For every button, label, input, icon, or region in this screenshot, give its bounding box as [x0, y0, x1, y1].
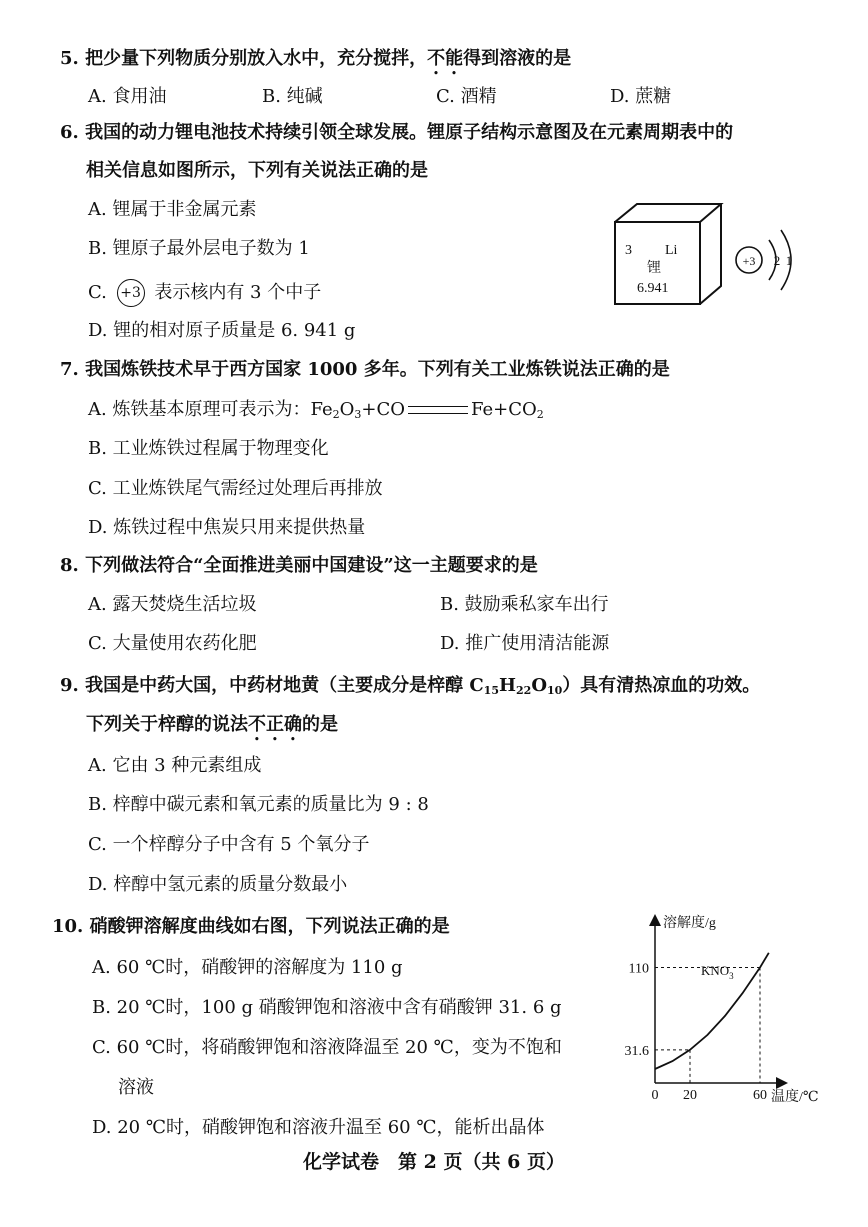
page-footer: 化学试卷 第 2 页（共 6 页）: [303, 1151, 565, 1173]
emphasis-text: 不正确: [248, 714, 302, 735]
shell-1-electrons: 2: [773, 253, 781, 268]
atomic-number: 3: [625, 243, 632, 258]
q9-option-a: A. 它由 3 种元素组成: [88, 755, 262, 776]
q9-option-d: D. 梓醇中氢元素的质量分数最小: [88, 874, 348, 895]
emphasis-text: 不能: [427, 48, 464, 69]
element-symbol: Li: [665, 243, 678, 258]
question-7-stem: 7. 我国炼铁技术早于西方国家 1000 多年。下列有关工业炼铁说法正确的是: [60, 359, 670, 380]
shell-2-electrons: 1: [785, 253, 793, 268]
q10-option-b: B. 20 ℃时，100 g 硝酸钾饱和溶液中含有硝酸钾 31. 6 g: [92, 997, 562, 1018]
x-tick-label: 20: [683, 1088, 697, 1103]
x-axis-label: 温度/℃: [771, 1090, 819, 1105]
q8-option-d: D. 推广使用清洁能源: [440, 633, 610, 654]
q8-option-c: C. 大量使用农药化肥: [88, 633, 257, 654]
lithium-figure: [605, 200, 810, 315]
question-10-stem: 10. 硝酸钾溶解度曲线如右图，下列说法正确的是: [52, 916, 450, 937]
question-9-stem-line1: 9. 我国是中药大国，中药材地黄（主要成分是梓醇 $C_{15}H_{22}O_{10}$）具有清热凉血的功效。: [60, 675, 761, 697]
q7-option-a: A. 炼铁基本原理可表示为：$Fe_2O_3+CO$ $Fe+CO_2$: [88, 399, 544, 421]
element-name: 锂: [647, 261, 661, 276]
q9-option-c: C. 一个梓醇分子中含有 5 个氧分子: [88, 834, 370, 855]
x-tick-label: 60: [753, 1088, 767, 1103]
atomic-mass: 6.941: [637, 281, 669, 296]
q6-option-a: A. 锂属于非金属元素: [88, 199, 257, 220]
question-9-stem-line2: 下列关于梓醇的说法不正确的是: [86, 714, 338, 735]
q7-option-b: B. 工业炼铁过程属于物理变化: [88, 438, 329, 459]
q8-option-a: A. 露天焚烧生活垃圾: [88, 594, 257, 615]
q6-option-d: D. 锂的相对原子质量是 6. 941 g: [88, 320, 356, 341]
q7-option-c: C. 工业炼铁尾气需经过处理后再排放: [88, 478, 383, 499]
atom-structure-diagram: [736, 230, 792, 290]
y-tick-label: 110: [628, 961, 649, 977]
q10-option-a: A. 60 ℃时，硝酸钾的溶解度为 110 g: [92, 957, 403, 978]
y-tick-label: 31.6: [624, 1043, 649, 1059]
q7-option-d: D. 炼铁过程中焦炭只用来提供热量: [88, 517, 366, 538]
question-number: 5.: [60, 48, 79, 69]
nucleus-circle-icon: +3: [117, 279, 145, 307]
question-number: 9.: [60, 675, 79, 696]
nucleus-charge: +3: [742, 254, 756, 268]
q5-option-a: A. 食用油: [88, 86, 167, 107]
q10-option-c-line1: C. 60 ℃时，将硝酸钾饱和溶液降温至 20 ℃，变为不饱和: [92, 1037, 562, 1058]
q5-option-b: B. 纯碱: [262, 86, 323, 107]
equation-arrow-icon: [408, 406, 468, 414]
q10-option-d: D. 20 ℃时，硝酸钾饱和溶液升温至 60 ℃，能析出晶体: [92, 1117, 545, 1138]
q10-option-c-line2: 溶液: [118, 1077, 154, 1098]
question-number: 7.: [60, 359, 79, 380]
q9-option-b: B. 梓醇中碳元素和氧元素的质量比为 9 : 8: [88, 794, 429, 815]
y-axis-label: 溶解度/g: [663, 916, 716, 931]
question-number: 6.: [60, 122, 79, 143]
q8-option-b: B. 鼓励乘私家车出行: [440, 594, 609, 615]
question-5-stem: 5. 把少量下列物质分别放入水中，充分搅拌，不能得到溶液的是: [60, 48, 572, 69]
solubility-chart: [615, 905, 830, 1110]
question-8-stem: 8. 下列做法符合“全面推进美丽中国建设”这一主题要求的是: [60, 555, 538, 576]
q5-option-c: C. 酒精: [436, 86, 497, 107]
q5-option-d: D. 蔗糖: [610, 86, 672, 107]
question-6-stem-line1: 6. 我国的动力锂电池技术持续引领全球发展。锂原子结构示意图及在元素周期表中的: [60, 122, 734, 143]
x-tick-label: 0: [651, 1088, 659, 1103]
question-number: 8.: [60, 555, 79, 576]
question-number: 10.: [52, 916, 84, 937]
q6-option-b: B. 锂原子最外层电子数为 1: [88, 238, 310, 259]
curve-label: $KNO_3$: [701, 963, 734, 981]
question-6-stem-line2: 相关信息如图所示，下列有关说法正确的是: [86, 160, 428, 181]
q6-option-c: C. +3 表示核内有 3 个中子: [88, 279, 321, 307]
